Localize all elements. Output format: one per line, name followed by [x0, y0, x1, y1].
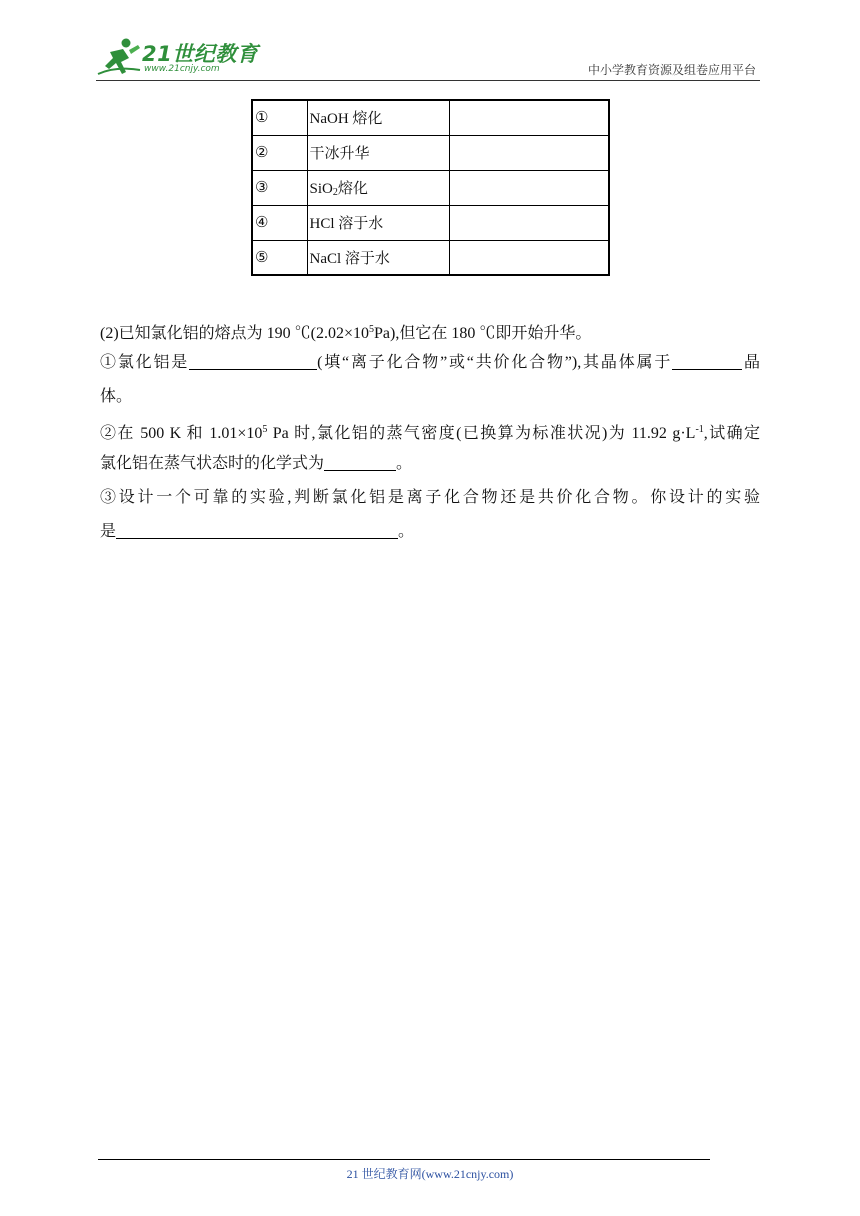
question-text: ②在 500 K 和 1.01×10	[100, 425, 263, 442]
question-text: 。	[396, 455, 413, 472]
site-logo[interactable]	[96, 36, 266, 80]
answer-cell	[449, 135, 609, 170]
row-number: ③	[252, 170, 307, 205]
substance-change: NaOH 熔化	[307, 100, 449, 135]
substance-change	[307, 170, 449, 205]
stem-text: Pa),但它在 180 ℃即开始升华。	[374, 325, 592, 342]
question-text: 是	[100, 523, 117, 540]
substance-change-table	[251, 99, 610, 276]
answer-cell	[449, 170, 609, 205]
answer-blank[interactable]	[324, 455, 396, 471]
exponent: -1	[695, 424, 704, 435]
question-2-stem	[100, 319, 760, 345]
question-text: ③设计一个可靠的实验,判断氯化铝是离子化合物还是共价化合物。你设计的实验	[100, 489, 760, 506]
formula-subscript: 2	[332, 187, 338, 198]
footer-link[interactable]: 21 世纪教育网(www.21cnjy.com)	[346, 1167, 514, 1181]
table-row	[252, 100, 609, 135]
question-2-part-2	[100, 419, 760, 445]
row-number: ④	[252, 205, 307, 240]
header-platform-text: 中小学教育资源及组卷应用平台	[587, 63, 756, 77]
answer-blank[interactable]	[116, 523, 398, 539]
table-row	[252, 240, 609, 275]
exponent: 5	[262, 424, 268, 435]
question-text: ,试确定	[703, 425, 760, 442]
page-header	[0, 0, 860, 90]
row-number: ②	[252, 135, 307, 170]
question-text: 氯化铝在蒸气状态时的化学式为	[100, 455, 325, 472]
row-number: ①	[252, 100, 307, 135]
running-person-icon	[96, 36, 142, 78]
question-text: (填“离子化合物”或“共价化合物”),其晶体属于	[317, 354, 673, 371]
row-number: ⑤	[252, 240, 307, 275]
question-2-part-2-cont	[100, 453, 760, 475]
answer-blank[interactable]	[189, 354, 317, 370]
exponent: 5	[369, 324, 375, 335]
question-text: Pa 时,氯化铝的蒸气密度(已换算为标准状况)为 11.92 g·L	[267, 425, 696, 442]
question-2-part-1	[100, 352, 760, 374]
question-text: 晶	[742, 354, 760, 371]
logo-text: 21世纪教育	[142, 42, 259, 66]
table-row	[252, 205, 609, 240]
answer-cell	[449, 240, 609, 275]
question-text: 。	[398, 523, 415, 540]
question-2-part-3-cont	[100, 521, 760, 543]
header-divider	[96, 80, 760, 81]
question-text: ①氯化铝是	[100, 354, 190, 371]
table-row	[252, 135, 609, 170]
table-row	[252, 170, 609, 205]
question-2-part-3	[100, 487, 760, 509]
stem-text: (2)已知氯化铝的熔点为 190 ℃(2.02×10	[100, 325, 370, 342]
substance-change: HCl 溶于水	[307, 205, 449, 240]
answer-cell	[449, 205, 609, 240]
question-text: 体。	[100, 388, 133, 405]
answer-cell	[449, 100, 609, 135]
logo-url: www.21cnjy.com	[144, 64, 220, 74]
substance-change: NaCl 溶于水	[307, 240, 449, 275]
substance-change: 干冰升华	[307, 135, 449, 170]
formula: SiO	[309, 181, 333, 197]
answer-blank[interactable]	[672, 354, 742, 370]
question-2-part-1-cont	[100, 386, 760, 408]
change-text: 熔化	[337, 181, 368, 197]
footer-divider	[98, 1159, 710, 1160]
